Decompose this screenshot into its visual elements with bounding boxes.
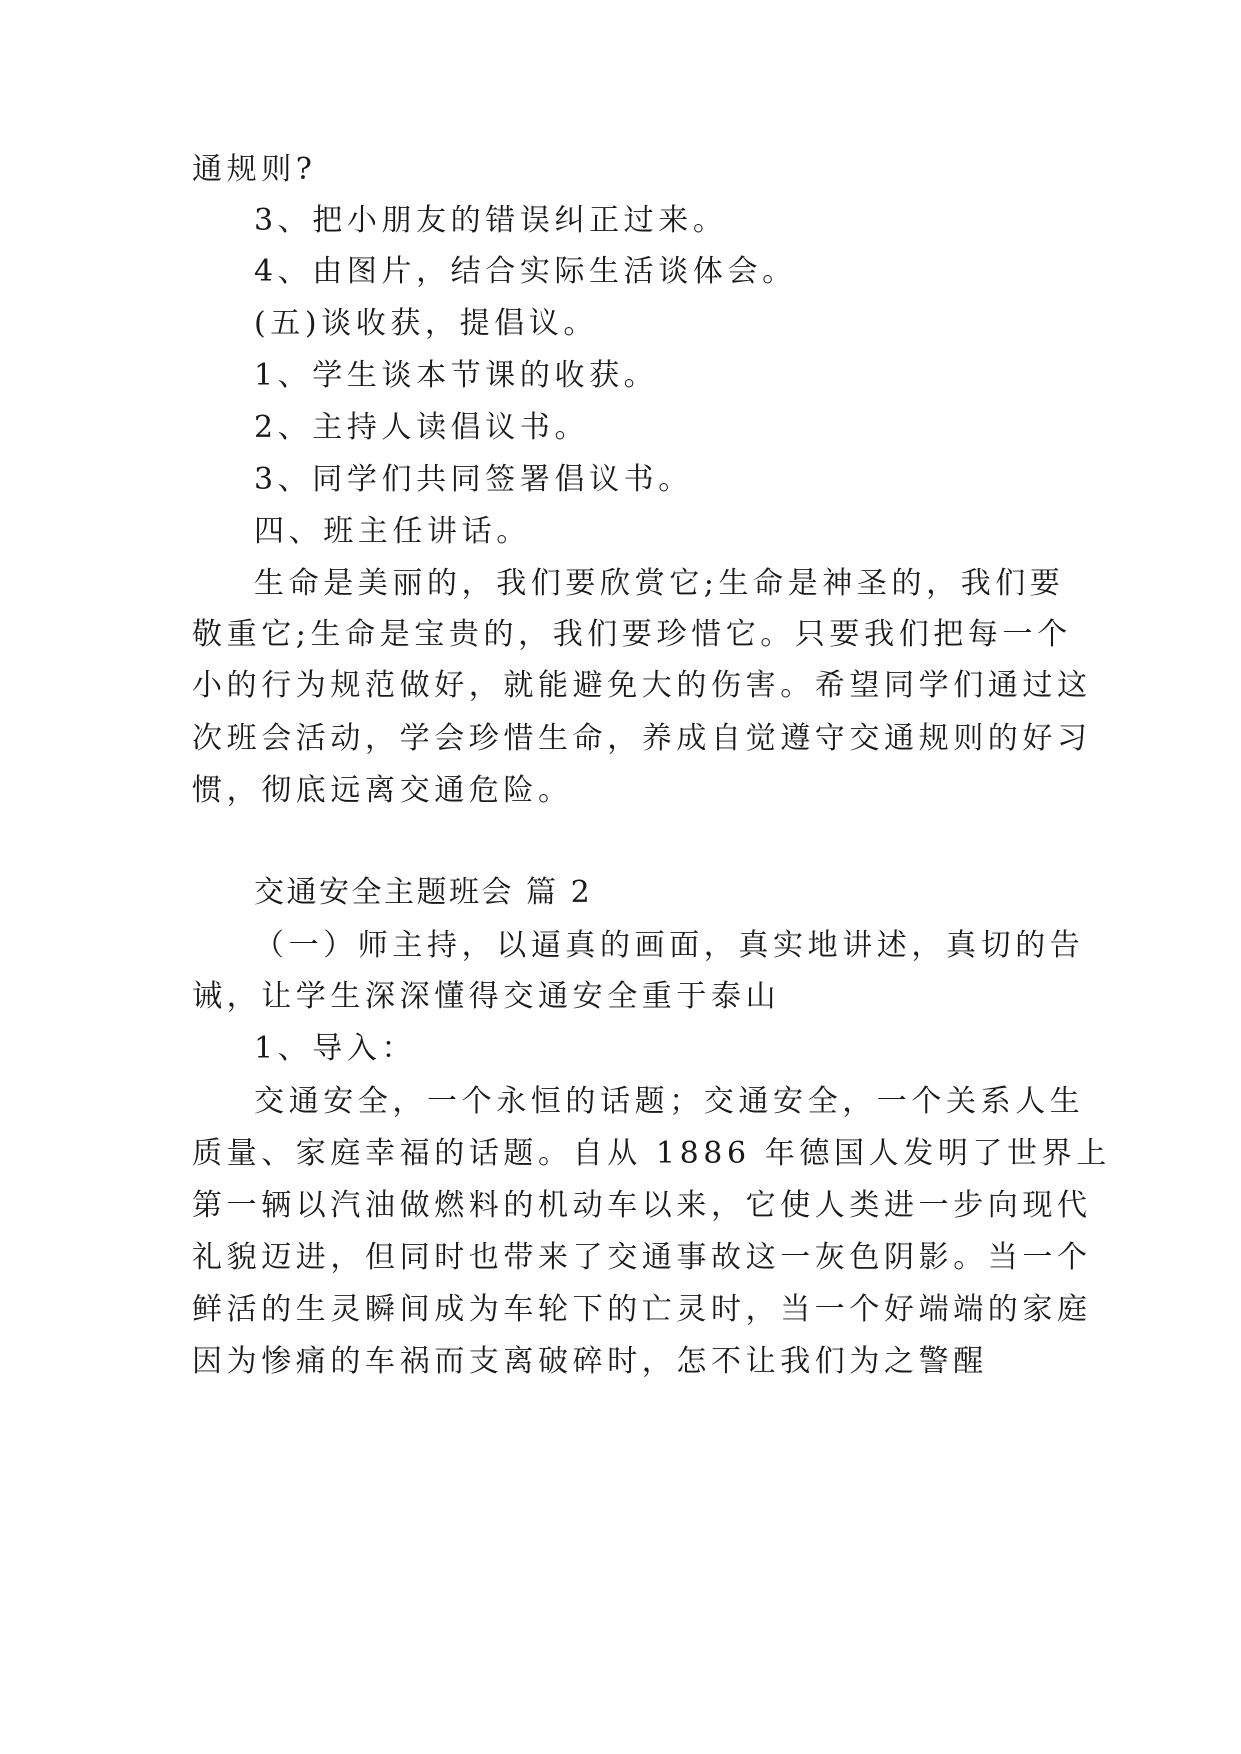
text-line: 1、导入： [254,1031,417,1066]
text-line: （一）师主持，以逼真的画面，真实地讲述，真切的告 [254,928,1085,963]
text-line: 生命是美丽的，我们要欣赏它;生命是神圣的，我们要 [254,566,1065,601]
text-line: 3、把小朋友的错误纠正过来。 [254,203,728,238]
text-line: 2、主持人读倡议书。 [254,410,590,445]
text-line: 交通安全，一个永恒的话题；交通安全，一个关系人生 [254,1084,1085,1119]
text-line: 4、由图片，结合实际生活谈体会。 [254,254,797,289]
text-line: 因为惨痛的车祸而支离破碎时，怎不让我们为之警醒 [192,1344,988,1379]
text-line: 鲜活的生灵瞬间成为车轮下的亡灵时，当一个好端端的家庭 [192,1292,1092,1327]
text-line: 小的行为规范做好，就能避免大的伤害。希望同学们通过这 [192,668,1092,703]
text-line: 惯，彻底远离交通危险。 [192,773,573,808]
text-line: 1、学生谈本节课的收获。 [254,358,659,393]
text-line: 通规则? [192,152,317,187]
text-line: 礼貌迈进，但同时也带来了交通事故这一灰色阴影。当一个 [192,1240,1092,1275]
text-line: 3、同学们共同签署倡议书。 [254,462,693,497]
text-line: 质量、家庭幸福的话题。自从 1886 年德国人发明了世界上 [192,1136,1111,1171]
text-line: (五)谈收获，提倡议。 [254,306,599,341]
text-line: 第一辆以汽油做燃料的机动车以来，它使人类进一步向现代 [192,1188,1092,1223]
text-line: 次班会活动，学会珍惜生命，养成自觉遵守交通规则的好习 [192,721,1092,756]
text-line: 诫，让学生深深懂得交通安全重于泰山 [192,979,781,1014]
section-title: 交通安全主题班会 篇 2 [254,875,593,910]
text-line: 敬重它;生命是宝贵的，我们要珍惜它。只要我们把每一个 [192,617,1072,652]
text-line: 四、班主任讲话。 [254,514,531,549]
